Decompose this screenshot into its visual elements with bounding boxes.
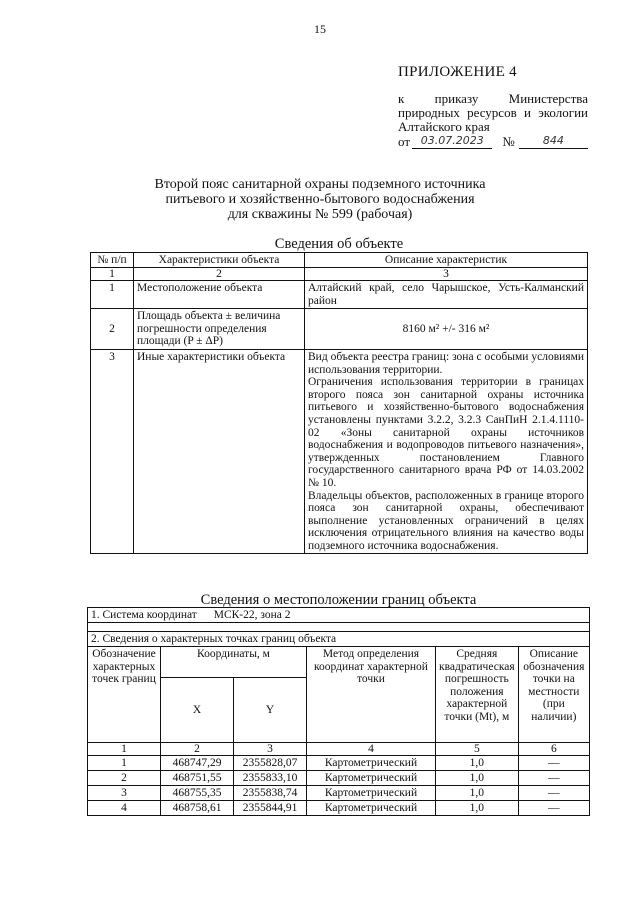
points-label-row bbox=[88, 632, 590, 647]
table-row bbox=[88, 801, 590, 816]
location-table bbox=[87, 607, 590, 816]
page-number: 15 bbox=[314, 22, 326, 36]
point-x: 468747,29 bbox=[161, 756, 234, 771]
row-characteristic: Местоположение объекта bbox=[134, 281, 305, 309]
order-signature-line bbox=[398, 134, 588, 149]
coord-system-cell bbox=[88, 608, 590, 623]
table-row bbox=[91, 309, 588, 350]
object-info-title: Сведения об объекте bbox=[274, 236, 404, 252]
point-y: 2355833,10 bbox=[234, 771, 307, 786]
row-num: 2 bbox=[91, 309, 134, 350]
table-row bbox=[91, 281, 588, 309]
point-id: 1 bbox=[88, 756, 161, 771]
table-row bbox=[88, 786, 590, 801]
header-designation: Обозначение характерных точек границ bbox=[88, 647, 161, 743]
title-line-2: питьевого и хозяйственно-бытового водоснабжения bbox=[165, 192, 475, 207]
row-description: Алтайский край, село Чарышское, Усть-Калманский район bbox=[305, 281, 588, 309]
description-paragraph: Ограничения использования территории в границах второго пояса зон санитарной охраны источника питьевого и хозяйственно-бытового водоснабжения установлены пунктами 3.2.2, 3.2.3 СанПиН 2.1.4.1110-02 «Зоны санитарной охраны источников водоснабжения и водопроводов питьевого назначения», утвержденных постановлением Главного государственного санитарного врача РФ от 14.03.2002 № 10. bbox=[308, 376, 584, 489]
table-row bbox=[91, 349, 588, 554]
point-mt: 1,0 bbox=[436, 801, 519, 816]
point-description: — bbox=[518, 771, 589, 786]
table-header-row bbox=[91, 253, 588, 268]
header-number: 2 bbox=[161, 743, 234, 756]
header-num: № п/п bbox=[91, 253, 134, 268]
location-info-title: Сведения о местоположении границ объекта bbox=[200, 592, 477, 608]
point-method: Картометрический bbox=[307, 771, 436, 786]
point-mt: 1,0 bbox=[436, 756, 519, 771]
row-description: 8160 м² +/- 316 м² bbox=[305, 309, 588, 350]
header-number: 3 bbox=[234, 743, 307, 756]
header-row bbox=[88, 647, 590, 678]
point-id: 3 bbox=[88, 786, 161, 801]
header-number: 2 bbox=[134, 268, 305, 281]
table-row bbox=[88, 756, 590, 771]
point-description: — bbox=[518, 801, 589, 816]
point-x: 468751,55 bbox=[161, 771, 234, 786]
row-num: 3 bbox=[91, 349, 134, 554]
title-line-1: Второй пояс санитарной охраны подземного источника bbox=[154, 177, 486, 192]
point-id: 4 bbox=[88, 801, 161, 816]
point-method: Картометрический bbox=[307, 786, 436, 801]
header-point-description: Описание обозначения точки на местности (при наличии) bbox=[518, 647, 589, 743]
header-method: Метод определения координат характерной точки bbox=[307, 647, 436, 743]
point-y: 2355838,74 bbox=[234, 786, 307, 801]
object-info-table bbox=[90, 252, 588, 554]
point-id: 2 bbox=[88, 771, 161, 786]
table-header-numbers bbox=[91, 268, 588, 281]
header-y: Y bbox=[234, 678, 307, 743]
spacer-row bbox=[88, 623, 590, 632]
order-number: 844 bbox=[519, 134, 588, 149]
description-paragraph: Вид объекта реестра границ: зона с особыми условиями использования территории. bbox=[308, 350, 584, 376]
row-characteristic: Площадь объекта ± величина погрешности определения площади (P ± ΔP) bbox=[134, 309, 305, 350]
header-coordinates: Координаты, м bbox=[161, 647, 307, 678]
header-number: 3 bbox=[305, 268, 588, 281]
header-x: X bbox=[161, 678, 234, 743]
order-text: к приказу Министерства природных ресурсов и экологии Алтайского края bbox=[398, 91, 588, 134]
title-line-3: для скважины № 599 (рабочая) bbox=[227, 207, 413, 222]
description-paragraph: Владельцы объектов, расположенных в границе второго пояса зон санитарной охраны, обеспечивают выполнение установленных ограничений в целях исключения отрицательного влияния на качество воды подземного источника водоснабжения. bbox=[308, 489, 584, 552]
from-label: от bbox=[398, 134, 411, 149]
point-description: — bbox=[518, 756, 589, 771]
points-label: 2. Сведения о характерных точках границ объекта bbox=[88, 632, 590, 647]
coord-system-row bbox=[88, 608, 590, 623]
header-characteristic: Характеристики объекта bbox=[134, 253, 305, 268]
coord-system-value: МСК-22, зона 2 bbox=[213, 609, 291, 621]
row-description bbox=[305, 349, 588, 554]
header-rms: Средняя квадратическая погрешность положения характерной точки (Mt), м bbox=[436, 647, 519, 743]
header-number: 1 bbox=[88, 743, 161, 756]
point-y: 2355828,07 bbox=[234, 756, 307, 771]
order-date: 03.07.2023 bbox=[412, 134, 492, 149]
coord-system-label: 1. Система координат bbox=[91, 609, 197, 621]
point-x: 468758,61 bbox=[161, 801, 234, 816]
document-title bbox=[150, 177, 490, 222]
spacer-cell bbox=[88, 623, 590, 632]
row-characteristic: Иные характеристики объекта bbox=[134, 349, 305, 554]
number-label: № bbox=[502, 134, 515, 149]
header-number: 4 bbox=[307, 743, 436, 756]
point-method: Картометрический bbox=[307, 801, 436, 816]
order-reference bbox=[398, 92, 588, 149]
point-description: — bbox=[518, 786, 589, 801]
header-number: 1 bbox=[91, 268, 134, 281]
row-num: 1 bbox=[91, 281, 134, 309]
header-numbers-row bbox=[88, 743, 590, 756]
appendix-title: ПРИЛОЖЕНИЕ 4 bbox=[398, 64, 517, 80]
point-method: Картометрический bbox=[307, 756, 436, 771]
header-description: Описание характеристик bbox=[305, 253, 588, 268]
header-number: 5 bbox=[436, 743, 519, 756]
header-number: 6 bbox=[518, 743, 589, 756]
point-mt: 1,0 bbox=[436, 786, 519, 801]
point-mt: 1,0 bbox=[436, 771, 519, 786]
table-row bbox=[88, 771, 590, 786]
point-x: 468755,35 bbox=[161, 786, 234, 801]
point-y: 2355844,91 bbox=[234, 801, 307, 816]
